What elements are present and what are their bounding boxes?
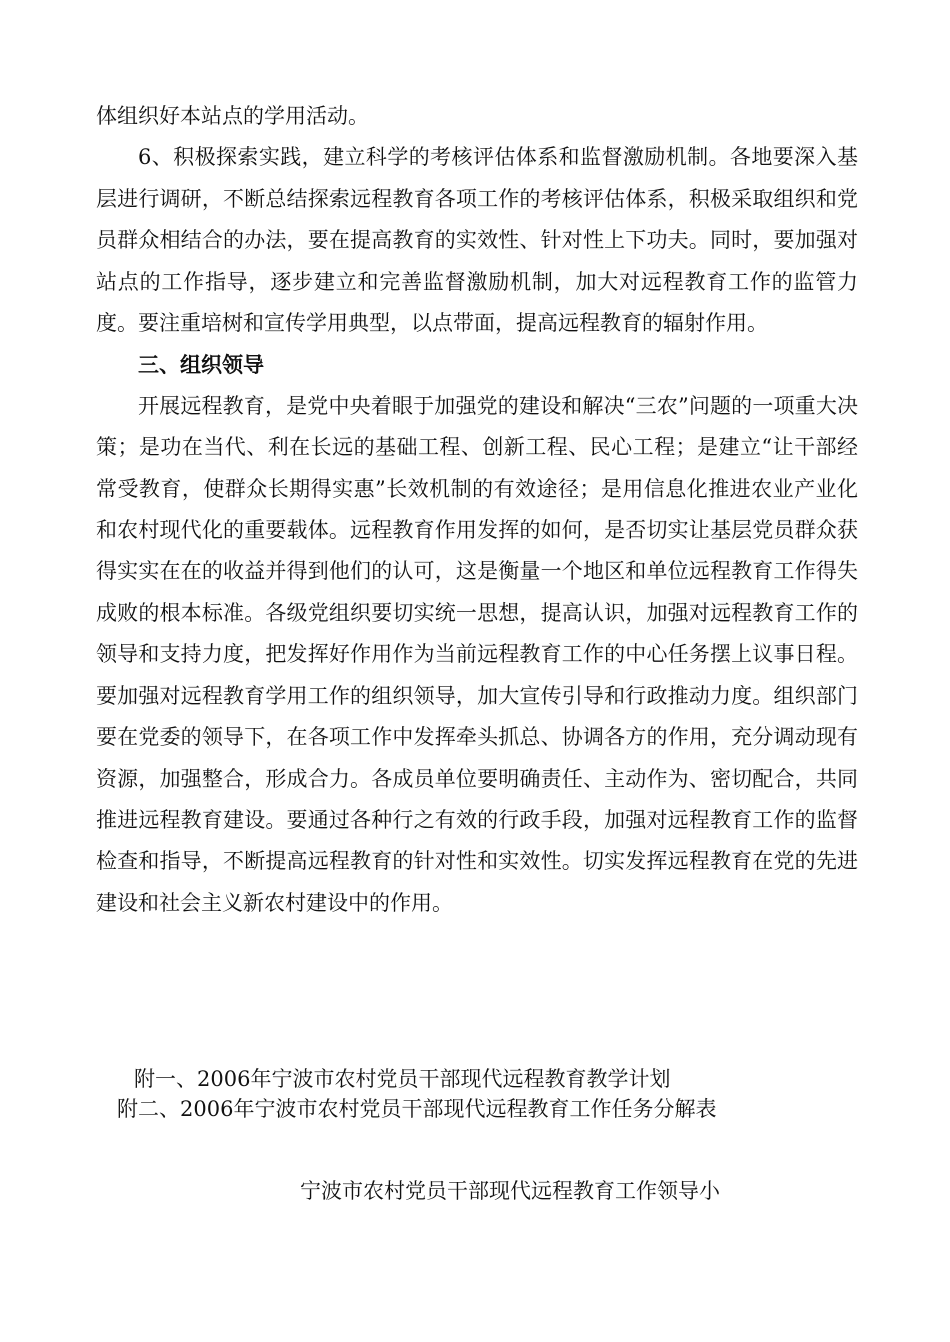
paragraph-item-6: 6、积极探索实践，建立科学的考核评估体系和监督激励机制。各地要深入基层进行调研，不断总结探索远程教育各项工作的考核评估体系，积极采取组织和党员群众相结合的办法，要在提高教育的实效性、针对性上下功夫。同时，要加强对站点的工作指导，逐步建立和完善监督激励机制，加大对远程教育工作的监管力度。要注重培树和宣传学用典型，以点带面，提高远程教育的辐射作用。 xyxy=(96,145,858,336)
document-body xyxy=(96,96,858,924)
paragraph-organization: 开展远程教育，是党中央着眼于加强党的建设和解决“三农”问题的一项重大决策；是功在当代、利在长远的基础工程、创新工程、民心工程；是建立“让干部经常受教育，使群众长期得实惠”长效机制的有效途径；是用信息化推进农业产业化和农村现代化的重要载体。远程教育作用发挥的如何，是否切实让基层党员群众获得实实在在的收益并得到他们的认可，这是衡量一个地区和单位远程教育工作得失成败的根本标准。各级党组织要切实统一思想，提高认识，加强对远程教育工作的领导和支持力度，把发挥好作用作为当前远程教育工作的中心任务摆上议事日程。要加强对远程教育学用工作的组织领导，加大宣传引导和行政推动力度。组织部门要在党委的领导下，在各项工作中发挥牵头抓总、协调各方的作用，充分调动现有资源，加强整合，形成合力。各成员单位要明确责任、主动作为、密切配合，共同推进远程教育建设。要通过各种行之有效的行政手段，加强对远程教育工作的监督检查和指导，不断提高远程教育的针对性和实效性。切实发挥远程教育在党的先进建设和社会主义新农村建设中的作用。 xyxy=(96,393,858,915)
section-heading: 三、组织领导 xyxy=(138,352,264,378)
attachment-2: 附二、2006年宁波市农村党员干部现代远程教育工作任务分解表 xyxy=(117,1097,717,1121)
paragraph-continuation: 体组织好本站点的学用活动。 xyxy=(96,104,369,128)
signature-line: 宁波市农村党员干部现代远程教育工作领导小 xyxy=(300,1179,720,1203)
attachment-1: 附一、2006年宁波市农村党员干部现代远程教育教学计划 xyxy=(134,1067,671,1091)
